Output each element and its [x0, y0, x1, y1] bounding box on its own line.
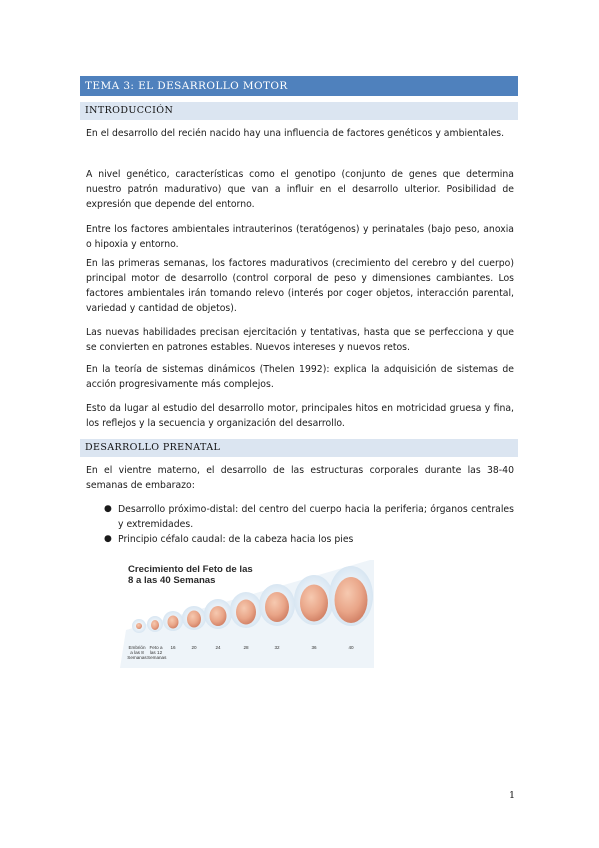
bullet-list: [86, 502, 514, 547]
figure-label-32: 32: [274, 645, 280, 650]
bullet-dot-icon: ●: [104, 534, 112, 544]
figure-title-line-1: Crecimiento del Feto de las: [128, 564, 253, 575]
bullet-text: Desarrollo próximo-distal: del centro del cuerpo hacia la periferia; órganos centrales y extremidades.: [118, 504, 514, 530]
fetus-20-weeks: [182, 606, 206, 630]
section-heading-introduccion: INTRODUCCIÓN: [80, 102, 518, 120]
fetus-32-weeks: [259, 584, 295, 626]
page-number: 1: [509, 790, 516, 801]
section-heading-desarrollo-prenatal: DESARROLLO PRENATAL: [80, 439, 518, 457]
bullet-text: Principio céfalo caudal: de la cabeza hacia los pies: [118, 534, 354, 545]
bullet-dot-icon: ●: [104, 504, 112, 514]
fetus-12-weeks: [147, 616, 163, 632]
fetus-36-weeks: [294, 575, 334, 625]
fetus-8-weeks: [132, 619, 146, 633]
intro-paragraph-3: Entre los factores ambientales intrauterinos (teratógenos) y perinatales (bajo peso, anoxia o hipoxia y entorno.: [86, 224, 514, 250]
figure-label-24: 24: [215, 645, 221, 650]
fetus-40-weeks: [329, 566, 373, 626]
page-title: TEMA 3: EL DESARROLLO MOTOR: [80, 76, 518, 96]
figure-title-line-2: 8 a las 40 Semanas: [128, 575, 216, 586]
figure-label-28: 28: [243, 645, 249, 650]
figure-label-16: 16: [170, 645, 176, 650]
prenatal-paragraph: En el vientre materno, el desarrollo de las estructuras corporales durante las 38-40 semanas de embarazo:: [86, 465, 514, 491]
figure-label-20: 20: [191, 645, 197, 650]
intro-paragraph-7: Esto da lugar al estudio del desarrollo motor, principales hitos en motricidad gruesa y fina, los reflejos y la secuencia y organización del desarrollo.: [86, 403, 514, 429]
list-item: [86, 532, 514, 547]
fetus-28-weeks: [230, 592, 262, 628]
intro-paragraph-4: En las primeras semanas, los factores madurativos (crecimiento del cerebro y del cuerpo) principal motor de desarrollo (control corporal de peso y dimensiones cambiantes. Los factores ambientales irán tomando relevo (interés por coger objetos, interacción parental, variedad y cantidad de objetos).: [86, 258, 514, 314]
figure-label-12-weeks: Feto a las 12 Semanas: [147, 645, 167, 660]
intro-paragraph-2: A nivel genético, características como el genotipo (conjunto de genes que determina nuestro patrón madurativo) que van a influir en el desarrollo ulterior. Posibilidad de expresión que depende del entorno.: [86, 169, 514, 210]
figure-label-8-weeks: Embrión a las 8 Semanas: [127, 645, 147, 660]
intro-paragraph-1: En el desarrollo del recién nacido hay una influencia de factores genéticos y ambientales.: [86, 128, 505, 139]
intro-paragraph-6: En la teoría de sistemas dinámicos (Thelen 1992): explica la adquisición de sistemas de acción progresivamente más complejos.: [86, 364, 514, 390]
figure-title: [128, 564, 253, 586]
fetus-16-weeks: [163, 611, 183, 631]
figure-label-40: 40: [348, 645, 354, 650]
figure-label-36: 36: [311, 645, 317, 650]
intro-paragraph-5: Las nuevas habilidades precisan ejercitación y tentativas, hasta que se perfecciona y que se convierten en patrones estables. Nuevos intereses y nuevos retos.: [86, 327, 514, 353]
fetus-24-weeks: [204, 599, 232, 629]
list-item: [86, 502, 514, 532]
